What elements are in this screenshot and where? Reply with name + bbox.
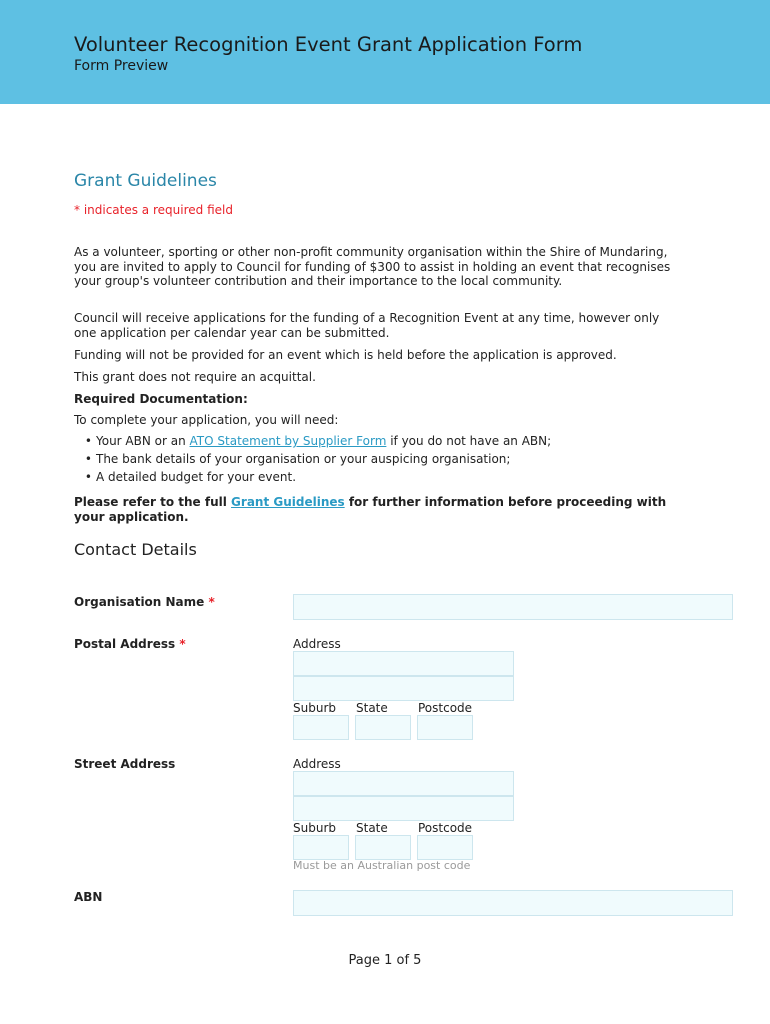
postal-address-sublabel: Address — [293, 637, 341, 651]
form-title: Volunteer Recognition Event Grant Application Form — [74, 33, 583, 56]
required-field-note: * indicates a required field — [74, 203, 233, 217]
org-name-input[interactable] — [293, 594, 733, 620]
bullet-icon: • — [84, 452, 92, 466]
bullet-text: if you do not have an ABN; — [386, 434, 552, 448]
street-address-line1-input[interactable] — [293, 771, 514, 796]
postal-address-line1-input[interactable] — [293, 651, 514, 676]
bullet-icon: • — [84, 470, 92, 484]
form-header — [0, 0, 770, 104]
guidelines-heading: Grant Guidelines — [74, 171, 217, 191]
bullet-icon: • — [84, 434, 92, 448]
street-suburb-input[interactable] — [293, 835, 349, 860]
required-docs-intro: To complete your application, you will need: — [74, 413, 339, 427]
required-mark: * — [208, 595, 215, 609]
refer-text: Please refer to the full — [74, 495, 232, 509]
list-item — [74, 452, 694, 470]
acquittal-paragraph: This grant does not require an acquittal. — [74, 370, 316, 384]
list-item — [74, 470, 694, 488]
postal-state-label: State — [356, 701, 388, 715]
required-mark: * — [179, 637, 186, 651]
ato-statement-link[interactable]: ATO Statement by Supplier Form — [189, 434, 387, 448]
label-text: Postal Address — [74, 637, 176, 651]
street-state-label: State — [356, 821, 388, 835]
postal-postcode-input[interactable] — [417, 715, 473, 740]
grant-guidelines-link[interactable]: Grant Guidelines — [231, 495, 345, 509]
page-number: Page 1 of 5 — [348, 953, 422, 968]
list-item — [74, 434, 694, 452]
abn-input[interactable] — [293, 890, 733, 916]
postal-suburb-label: Suburb — [293, 701, 336, 715]
form-subtitle: Form Preview — [74, 58, 169, 74]
required-docs-list — [74, 434, 694, 488]
street-postcode-input[interactable] — [417, 835, 473, 860]
org-name-label — [74, 595, 215, 609]
street-address-label: Street Address — [74, 757, 176, 771]
postal-postcode-label: Postcode — [418, 701, 473, 715]
street-address-sublabel: Address — [293, 757, 341, 771]
postal-address-line2-input[interactable] — [293, 676, 514, 701]
street-address-line2-input[interactable] — [293, 796, 514, 821]
label-text: Organisation Name — [74, 595, 205, 609]
refer-text: for further information before proceeding with your application. — [74, 495, 667, 524]
postal-suburb-input[interactable] — [293, 715, 349, 740]
required-docs-heading: Required Documentation: — [74, 392, 248, 406]
bullet-text: Your ABN or an — [96, 434, 190, 448]
street-suburb-label: Suburb — [293, 821, 336, 835]
bullet-text: The bank details of your organisation or your auspicing organisation; — [96, 452, 511, 466]
postal-address-label — [74, 637, 186, 651]
contact-details-heading: Contact Details — [74, 540, 197, 559]
refer-guidelines-note — [74, 495, 689, 524]
street-state-input[interactable] — [355, 835, 411, 860]
funding-paragraph: Funding will not be provided for an event which is held before the application is approved. — [74, 348, 617, 362]
postcode-hint: Must be an Australian post code — [293, 859, 471, 872]
applications-paragraph: Council will receive applications for the funding of a Recognition Event at any time, however only one application per calendar year can be submitted. — [74, 311, 660, 340]
abn-label: ABN — [74, 890, 103, 904]
intro-paragraph: As a volunteer, sporting or other non-profit community organisation within the Shire of Mundaring, you are invited to apply to Council for funding of $300 to assist in holding an event that recognises your group's volunteer contribution and their importance to the local community. — [74, 245, 671, 289]
bullet-text: A detailed budget for your event. — [96, 470, 297, 484]
postal-state-input[interactable] — [355, 715, 411, 740]
street-postcode-label: Postcode — [418, 821, 473, 835]
